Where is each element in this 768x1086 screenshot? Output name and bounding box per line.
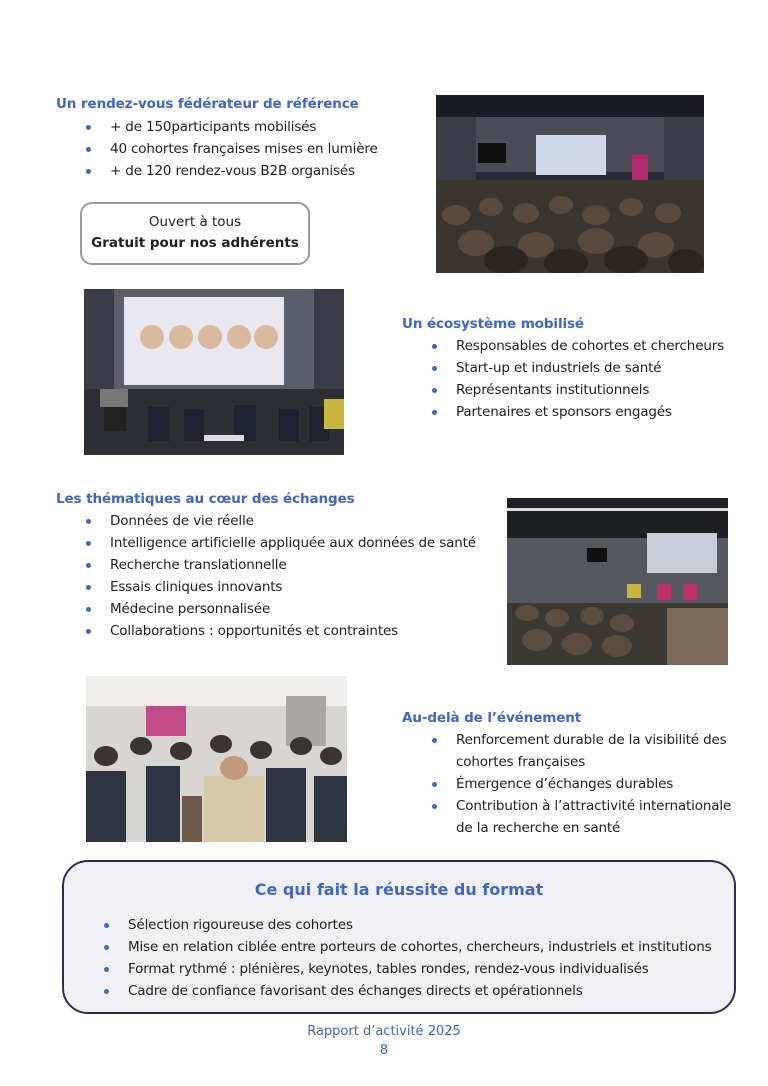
list-item: Essais cliniques innovants (84, 576, 494, 598)
list-item: Collaborations : opportunités et contraintes (84, 620, 494, 642)
list-item: + de 120 rendez-vous B2B organisés (84, 160, 404, 182)
list-item: Start-up et industriels de santé (430, 357, 750, 379)
bullet-icon (432, 804, 437, 809)
box-title: Ce qui fait la réussite du format (254, 880, 544, 899)
bullet-icon (104, 945, 109, 950)
bullet-icon (104, 967, 109, 972)
list-item: Recherche translationnelle (84, 554, 494, 576)
success-factors-box (62, 860, 736, 1014)
page-number: 8 (379, 1043, 389, 1058)
bullet-list-ecosysteme (430, 335, 750, 423)
bullet-icon (86, 541, 91, 546)
bullet-icon (432, 738, 437, 743)
photo-networking-crowd (86, 676, 347, 842)
badge-line-open: Ouvert à tous (148, 214, 242, 230)
photo-conference-room (507, 498, 728, 665)
bullet-list-thematiques (84, 510, 494, 642)
section-title-au-dela: Au-delà de l’événement (402, 710, 582, 726)
list-item: + de 150participants mobilisés (84, 116, 404, 138)
list-item: Données de vie réelle (84, 510, 494, 532)
bullet-list-rendez-vous (84, 116, 404, 182)
bullet-icon (86, 125, 91, 130)
bullet-icon (86, 629, 91, 634)
list-item: Intelligence artificielle appliquée aux données de santé (84, 532, 494, 554)
section-title-rendez-vous: Un rendez-vous fédérateur de référence (56, 96, 359, 112)
list-item: Émergence d’échanges durables (430, 773, 735, 795)
bullet-icon (432, 344, 437, 349)
bullet-icon (86, 607, 91, 612)
bullet-icon (86, 147, 91, 152)
list-item: Sélection rigoureuse des cohortes (102, 914, 722, 936)
list-item: Format rythmé : plénières, keynotes, tables rondes, rendez-vous individualisés (102, 958, 722, 980)
bullet-icon (86, 519, 91, 524)
list-item: Cadre de confiance favorisant des échanges directs et opérationnels (102, 980, 722, 1002)
photo-auditorium-audience (436, 95, 704, 273)
bullet-icon (104, 923, 109, 928)
photo-panel-discussion (84, 289, 344, 455)
list-item: Partenaires et sponsors engagés (430, 401, 750, 423)
bullet-list-success (102, 914, 722, 1002)
bullet-icon (104, 989, 109, 994)
bullet-icon (432, 366, 437, 371)
bullet-icon (86, 585, 91, 590)
list-item: Contribution à l’attractivité internationale de la recherche en santé (430, 795, 735, 839)
bullet-list-au-dela (430, 729, 735, 839)
bullet-icon (432, 388, 437, 393)
list-item: Renforcement durable de la visibilité des cohortes françaises (430, 729, 735, 773)
bullet-icon (86, 169, 91, 174)
section-title-thematiques: Les thématiques au cœur des échanges (56, 491, 355, 507)
badge-line-free: Gratuit pour nos adhérents (91, 235, 299, 251)
access-badge (80, 202, 310, 265)
bullet-icon (432, 410, 437, 415)
list-item: Médecine personnalisée (84, 598, 494, 620)
list-item: Mise en relation ciblée entre porteurs de cohortes, chercheurs, industriels et institutions (102, 936, 722, 958)
list-item: Représentants institutionnels (430, 379, 750, 401)
list-item: Responsables de cohortes et chercheurs (430, 335, 750, 357)
list-item: 40 cohortes françaises mises en lumière (84, 138, 404, 160)
footer-report-title: Rapport d’activité 2025 (307, 1024, 461, 1039)
bullet-icon (432, 782, 437, 787)
bullet-icon (86, 563, 91, 568)
section-title-ecosysteme: Un écosystème mobilisé (402, 316, 584, 332)
